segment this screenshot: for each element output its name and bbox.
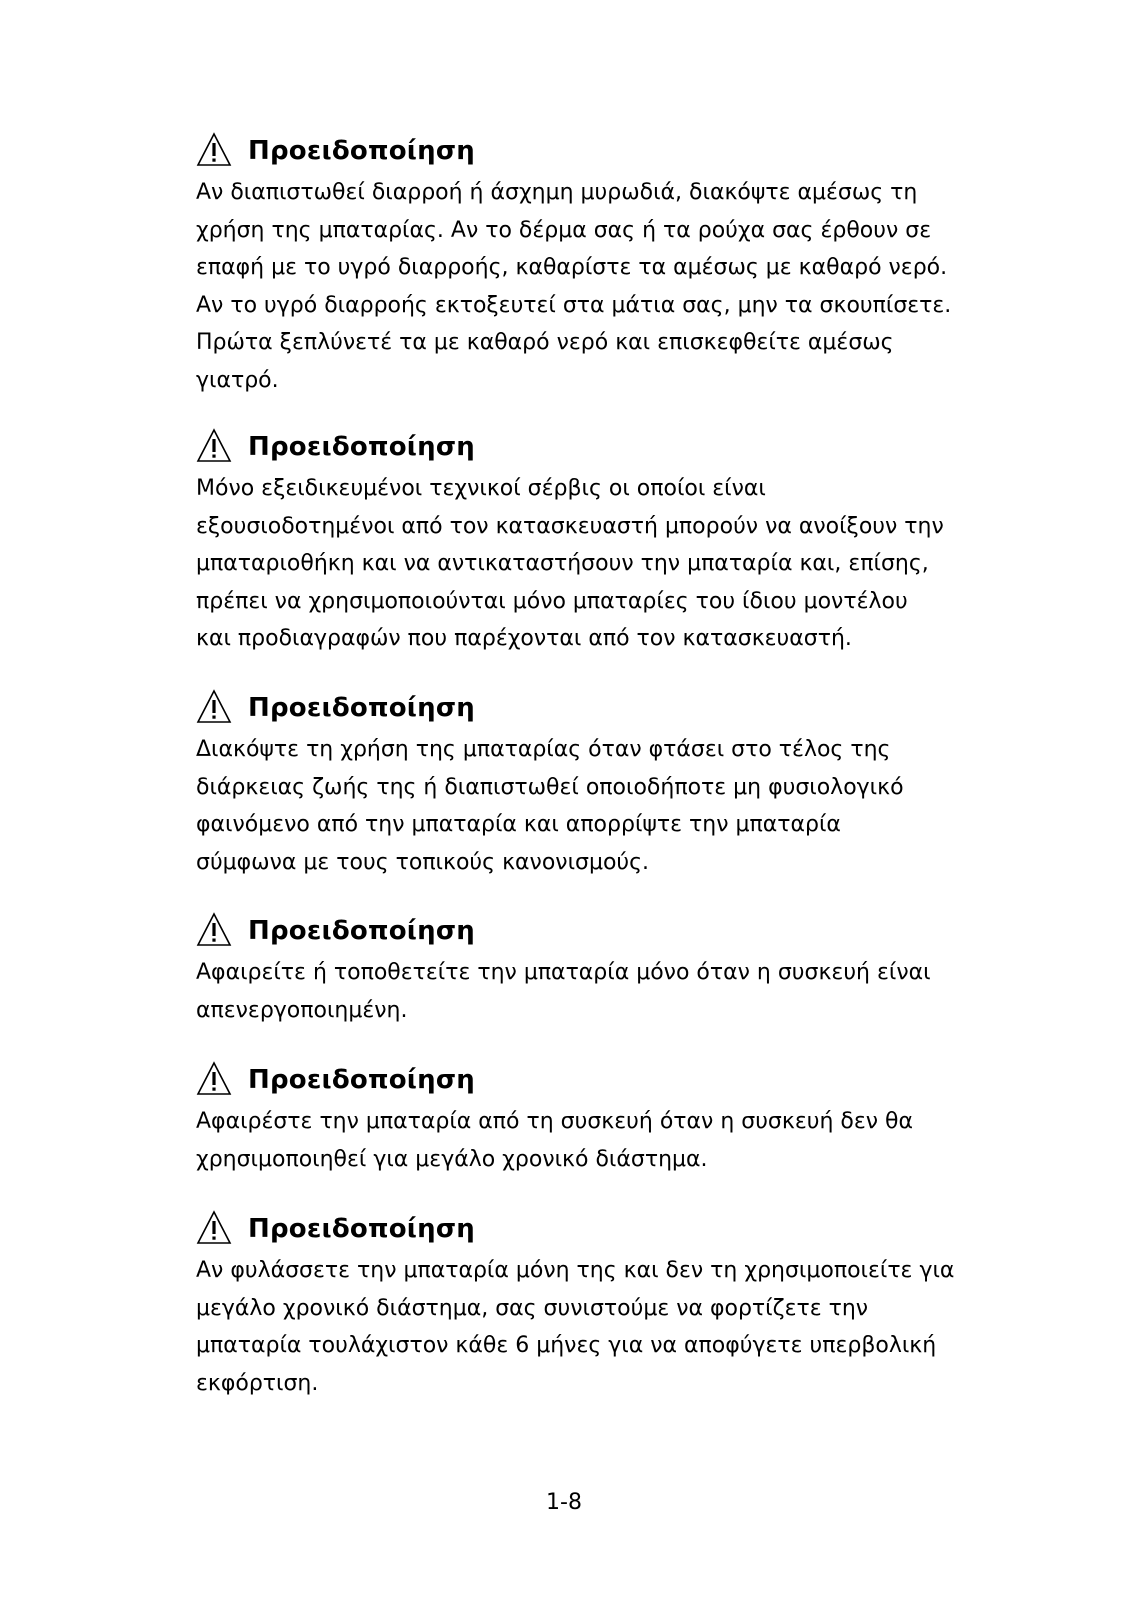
warning-text-line: μπαταρία τουλάχιστον κάθε 6 μήνες για να αποφύγετε υπερβολική bbox=[196, 1333, 937, 1359]
warning-heading bbox=[196, 1206, 986, 1246]
warning-text-line: διάρκειας ζωής της ή διαπιστωθεί οποιοδήποτε μη φυσιολογικό bbox=[196, 774, 904, 800]
warning-text-line: επαφή με το υγρό διαρροής, καθαρίστε τα αμέσως με καθαρό νερό. bbox=[196, 255, 948, 281]
warning-text-line: Αν φυλάσσετε την μπαταρία μόνη της και δεν τη χρησιμοποιείτε για bbox=[196, 1258, 955, 1283]
page-number: 1-8 bbox=[546, 1490, 582, 1515]
warning-body bbox=[196, 1103, 986, 1178]
warning-body bbox=[196, 174, 986, 400]
warning-title: Προειδοποίηση bbox=[248, 136, 475, 166]
warning-body bbox=[196, 954, 986, 1029]
warning-heading bbox=[196, 685, 986, 725]
warning-text-line: φαινόμενο από την μπαταρία και απορρίψτε την μπαταρία bbox=[196, 812, 841, 838]
warning-text-line: απενεργοποιημένη. bbox=[196, 997, 408, 1023]
warning-heading bbox=[196, 908, 986, 948]
warning-heading bbox=[196, 1057, 986, 1097]
warning-section-6 bbox=[196, 1206, 986, 1402]
warning-text-line: Αν διαπιστωθεί διαρροή ή άσχημη μυρωδιά, διακόψτε αμέσως τη bbox=[196, 180, 918, 205]
warning-text-line: και προδιαγραφών που παρέχονται από τον κατασκευαστή. bbox=[196, 626, 852, 652]
warning-triangle-icon bbox=[196, 912, 232, 948]
warning-heading bbox=[196, 128, 986, 168]
warning-title: Προειδοποίηση bbox=[248, 916, 475, 946]
warning-section-1 bbox=[196, 128, 986, 400]
warning-body bbox=[196, 731, 986, 881]
warning-text-line: μεγάλο χρονικό διάστημα, σας συνιστούμε να φορτίζετε την bbox=[196, 1295, 869, 1321]
warning-triangle-icon bbox=[196, 1061, 232, 1097]
warning-triangle-icon bbox=[196, 132, 232, 168]
warning-text-line: Αφαιρείτε ή τοποθετείτε την μπαταρία μόνο όταν η συσκευή είναι bbox=[196, 960, 931, 985]
warning-body bbox=[196, 470, 986, 658]
warning-section-3 bbox=[196, 685, 986, 881]
warning-text-line: χρησιμοποιηθεί για μεγάλο χρονικό διάστημα. bbox=[196, 1146, 708, 1172]
warning-text-line: Πρώτα ξεπλύνετέ τα με καθαρό νερό και επισκεφθείτε αμέσως bbox=[196, 330, 894, 356]
warning-text-line: Μόνο εξειδικευμένοι τεχνικοί σέρβις οι οποίοι είναι bbox=[196, 476, 766, 501]
warning-text-line: μπαταριοθήκη και να αντικαταστήσουν την μπαταρία και, επίσης, bbox=[196, 551, 929, 577]
warning-section-2 bbox=[196, 424, 986, 658]
warning-triangle-icon bbox=[196, 1210, 232, 1246]
warning-triangle-icon bbox=[196, 428, 232, 464]
warning-title: Προειδοποίηση bbox=[248, 432, 475, 462]
warning-text-line: Αφαιρέστε την μπαταρία από τη συσκευή όταν η συσκευή δεν θα bbox=[196, 1109, 913, 1134]
warning-text-line: χρήση της μπαταρίας. Αν το δέρμα σας ή τα ρούχα σας έρθουν σε bbox=[196, 217, 932, 243]
warning-title: Προειδοποίηση bbox=[248, 1214, 475, 1244]
warning-body bbox=[196, 1252, 986, 1402]
warning-title: Προειδοποίηση bbox=[248, 1065, 475, 1095]
warning-triangle-icon bbox=[196, 689, 232, 725]
warning-text-line: γιατρό. bbox=[196, 367, 279, 393]
warning-text-line: σύμφωνα με τους τοπικούς κανονισμούς. bbox=[196, 849, 650, 875]
warning-text-line: εξουσιοδοτημένοι από τον κατασκευαστή μπορούν να ανοίξουν την bbox=[196, 513, 944, 539]
warning-section-5 bbox=[196, 1057, 986, 1178]
warning-text-line: Διακόψτε τη χρήση της μπαταρίας όταν φτάσει στο τέλος της bbox=[196, 737, 891, 762]
warning-section-4 bbox=[196, 908, 986, 1029]
warning-text-line: εκφόρτιση. bbox=[196, 1370, 319, 1396]
warning-title: Προειδοποίηση bbox=[248, 693, 475, 723]
warning-text-line: Αν το υγρό διαρροής εκτοξευτεί στα μάτια σας, μην τα σκουπίσετε. bbox=[196, 292, 952, 318]
warning-heading bbox=[196, 424, 986, 464]
warning-text-line: πρέπει να χρησιμοποιούνται μόνο μπαταρίες του ίδιου μοντέλου bbox=[196, 588, 908, 614]
